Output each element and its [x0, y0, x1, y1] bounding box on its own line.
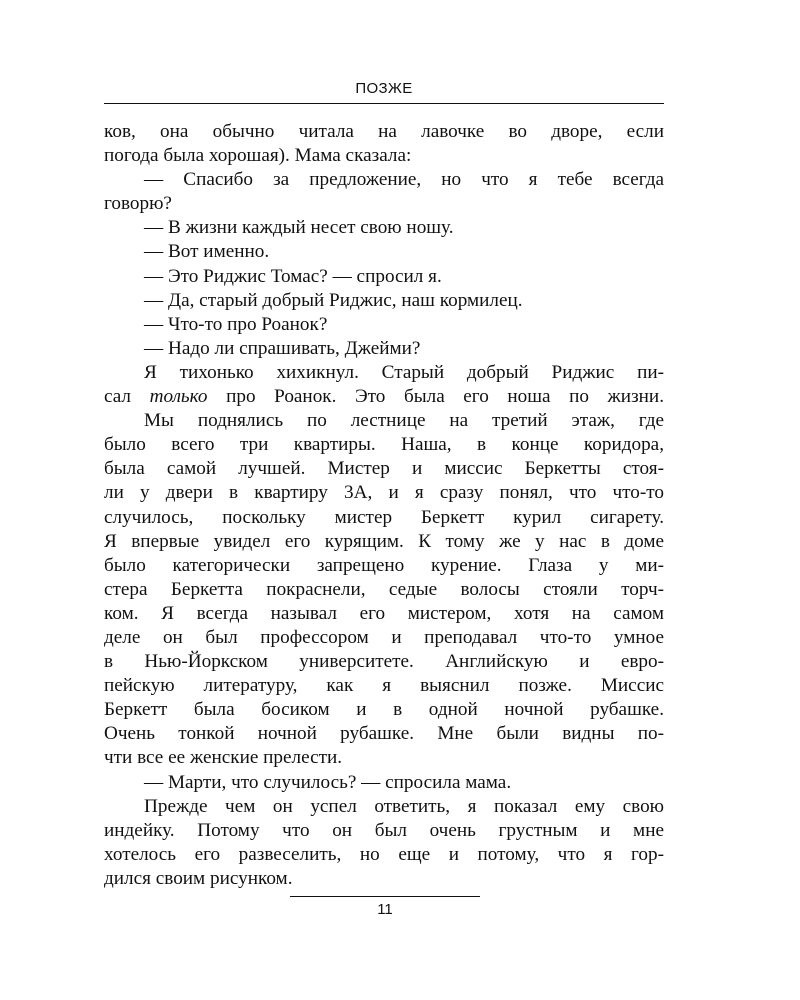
running-header: ПОЗЖЕ — [355, 80, 413, 97]
text-line: — Это Риджис Томас? — спросил я. — [144, 265, 442, 287]
text-line: была самой лучшей. Мистер и миссис Беркетты стоя- — [104, 458, 664, 480]
text-line: деле он был профессором и преподавал что-то умное — [104, 626, 664, 648]
text-line: говорю? — [104, 193, 172, 215]
header-rule — [104, 103, 664, 104]
text-line: ков, она обычно читала на лавочке во дворе, если — [104, 121, 664, 142]
text-line: дился своим рисунком. — [104, 867, 293, 889]
text-line: Очень тонкой ночной рубашке. Мне были видны по- — [104, 723, 664, 745]
text-line: Беркетт была босиком и в одной ночной рубашке. — [104, 699, 664, 721]
text-line: было категорически запрещено курение. Глаза у ми- — [104, 554, 664, 576]
text-line: — Что-то про Роанок? — [144, 313, 328, 335]
text-line: ком. Я всегда называл его мистером, хотя на самом — [104, 602, 664, 624]
text-line: хотелось его развеселить, но еще и потому, что я гор- — [104, 843, 664, 865]
page-number: 11 — [377, 901, 393, 918]
text-line: было всего три квартиры. Наша, в конце коридора, — [104, 434, 664, 456]
text-line: сал только про Роанок. Это была его ноша по жизни. — [104, 386, 664, 408]
text-line: в Нью-Йоркском университете. Английскую и евро- — [104, 651, 664, 673]
text-line: ли у двери в квартиру 3А, и я сразу понял, что что-то — [104, 482, 664, 504]
text-line: пейскую литературу, как я выяснил позже. Миссис — [104, 675, 664, 697]
text-line: — Вот именно. — [144, 241, 270, 263]
text-line: — Марти, что случилось? — спросила мама. — [144, 771, 512, 793]
text-line: Я впервые увидел его курящим. К тому же у нас в доме — [104, 530, 664, 552]
text-line: Прежде чем он успел ответить, я показал ему свою — [144, 795, 664, 817]
text-line: Мы поднялись по лестнице на третий этаж, где — [144, 410, 664, 432]
text-line: стера Беркетта покраснели, седые волосы стояли торч- — [104, 578, 664, 600]
text-line: индейку. Потому что он был очень грустным и мне — [104, 819, 664, 841]
emphasis: только — [149, 386, 208, 408]
text-line: — Да, старый добрый Риджис, наш кормилец. — [144, 289, 523, 311]
text-line: — Спасибо за предложение, но что я тебе всегда — [144, 169, 664, 191]
text-line: погода была хорошая). Мама сказала: — [104, 145, 412, 167]
text-line: — Надо ли спрашивать, Джейми? — [144, 337, 421, 359]
text-line: Я тихонько хихикнул. Старый добрый Риджис пи- — [144, 361, 664, 383]
body-text — [104, 120, 664, 891]
text-line: случилось, поскольку мистер Беркетт курил сигарету. — [104, 506, 664, 528]
footer-rule — [290, 896, 480, 897]
text-line: — В жизни каждый несет свою ношу. — [144, 217, 454, 239]
text-line: чти все ее женские прелести. — [104, 747, 343, 769]
